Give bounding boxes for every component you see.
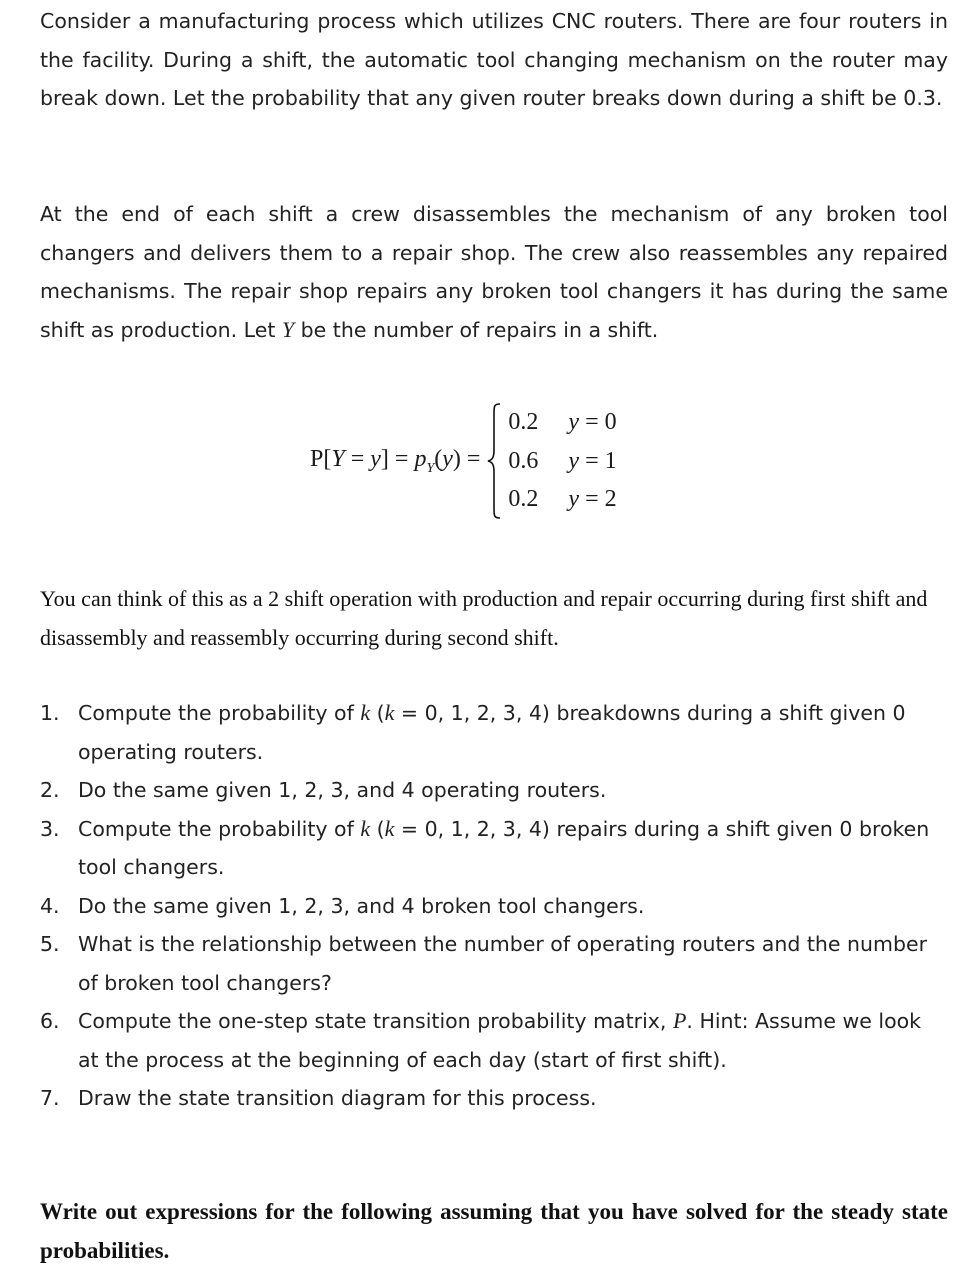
question-list (40, 694, 948, 1118)
list-item (40, 694, 948, 771)
eq-prefix: P[ (310, 445, 332, 472)
case-value: 0.6 (508, 447, 539, 474)
eq-var-Y: Y (331, 445, 345, 472)
list-item (40, 1079, 948, 1118)
q-pre: Compute the probability of (78, 701, 361, 725)
closing-paragraph: Write out expressions for the following assuming that you have solved for the steady state probabilities. (40, 1199, 948, 1263)
q-var: k (384, 700, 395, 725)
q-mid: ( (370, 701, 385, 725)
q-post: = 0, 1, 2, 3, 4) breakdowns during a shift given 0 operating routers. (78, 701, 906, 764)
case-value: 0.2 (508, 409, 539, 436)
case-var: y (568, 447, 580, 474)
list-item (40, 925, 948, 1002)
eq-var-y: y (370, 445, 381, 472)
list-item (40, 810, 948, 887)
pmf-equation (310, 402, 628, 520)
eq-arg-y: y (442, 445, 453, 472)
intro-paragraph: Consider a manufacturing process which utilizes CNC routers. There are four routers in the facility. During a shift, the automatic tool changing mechanism on the router may break down. Let the probability that any given router breaks down during a shift be 0.3. (40, 9, 948, 110)
crew-paragraph (40, 195, 948, 349)
question-number: 6. (40, 1009, 60, 1033)
list-item (40, 1002, 948, 1079)
list-item (40, 771, 948, 810)
question-text: Do the same given 1, 2, 3, and 4 operating routers. (78, 778, 607, 802)
q-pre: Compute the one-step state transition probability matrix, (78, 1009, 673, 1033)
eq-equals: = (344, 445, 371, 472)
eq-sub: Y (426, 460, 435, 476)
question-text: What is the relationship between the number of operating routers and the number of broken tool changers? (78, 932, 928, 995)
case-var: y (568, 486, 580, 513)
question-text (78, 694, 948, 771)
case-row (508, 403, 628, 442)
case-rest: = 1 (579, 447, 617, 474)
crew-text-end: be the number of repairs in a shift. (294, 317, 659, 342)
case-row (508, 480, 628, 519)
q-var: k (384, 815, 395, 841)
q-pre: Compute the probability of (78, 816, 361, 841)
eq-p: p (414, 445, 427, 472)
variable-Y: Y (281, 316, 295, 342)
question-text (78, 1002, 948, 1079)
q-var: P (672, 1008, 687, 1033)
case-condition (568, 403, 628, 442)
eq-paren-open: ( (434, 445, 443, 472)
eq-paren-close: ) = (452, 445, 481, 472)
case-value: 0.2 (508, 486, 539, 513)
crew-text-start: At the end of each shift a crew disassembles the mechanism of any broken tool changers and delivers them to a repair shop. The crew also reassembles any repaired mechanisms. The repair shop repairs any broken tool changers it has during the same shift as production. Let (40, 202, 948, 342)
q-var: k (360, 700, 371, 725)
question-number: 5. (40, 932, 60, 956)
case-condition (568, 442, 628, 481)
q-mid: . Hint: Assume we look at the process at the beginning of each day (start of first shift). (78, 1009, 922, 1072)
eq-mid: ] = (380, 445, 415, 472)
q-mid: ( (370, 816, 385, 841)
case-row (508, 442, 628, 481)
shift-note-paragraph: You can think of this as a 2 shift operation with production and repair occurring during first shift and disassembly and reassembly occurring during second shift. (40, 586, 928, 650)
question-text: Draw the state transition diagram for this process. (78, 1086, 597, 1110)
equation-cases (508, 403, 628, 519)
case-condition (568, 480, 628, 519)
q-post: = 0, 1, 2, 3, 4) repairs during a shift given 0 broken tool changers. (78, 816, 930, 879)
case-rest: = 0 (579, 409, 617, 436)
case-var: y (568, 409, 580, 436)
question-text (78, 810, 948, 887)
case-rest: = 2 (579, 486, 617, 513)
question-number: 4. (40, 893, 60, 918)
question-number: 3. (40, 816, 60, 841)
question-text: Do the same given 1, 2, 3, and 4 broken tool changers. (78, 893, 645, 918)
question-number: 7. (40, 1086, 60, 1110)
list-item (40, 887, 948, 926)
left-brace-icon (486, 402, 502, 520)
question-number: 1. (40, 701, 60, 725)
question-number: 2. (40, 778, 60, 802)
q-var: k (360, 815, 371, 841)
equation-lhs (310, 446, 480, 477)
